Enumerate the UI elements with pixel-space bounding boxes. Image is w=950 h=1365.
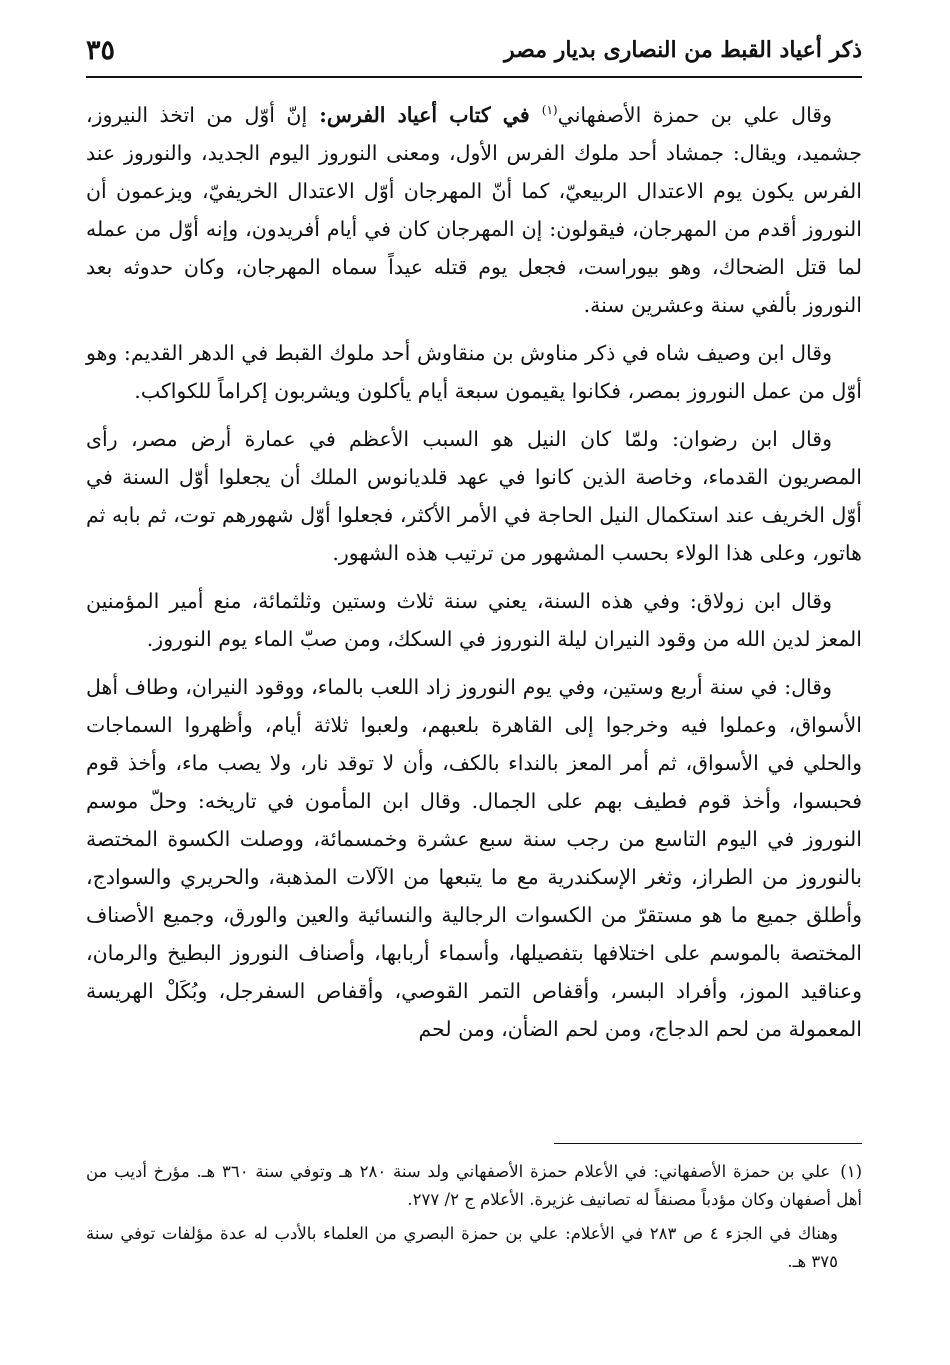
main-text (86, 96, 862, 1058)
running-header (86, 28, 862, 72)
footnotes (86, 1158, 862, 1282)
footnote-1-text: علي بن حمزة الأصفهاني: في الأعلام حمزة الأصفهاني ولد سنة ٢٨٠ هـ وتوفي سنة ٣٦٠ هـ. مؤرخ أديب من أهل أصفهان وكان مؤدباً مصنفاً له تصانيف غزيرة. الأعلام ج ٢/ ٢٧٧. (86, 1162, 862, 1209)
paragraph-1-lead: وقال علي بن حمزة الأصفهاني (557, 103, 833, 127)
paragraph-1-rest: إنّ أوّل من اتخذ النيروز، جشميد، ويقال: جمشاد أحد ملوك الفرس الأول، ومعنى النوروز اليوم الجديد، والنوروز عند الفرس يكون يوم الاعتدال الربيعيّ، كما أنّ المهرجان أوّل الاعتدال الخريفيّ، ويزعمون أن النوروز أقدم من المهرجان، فيقولون: إن المهرجان كان في أيام أفريدون، وإنه أوّل من عمله لما قتل الضحاك، وهو بيوراست، فجعل يوم قتله عيداً سماه المهرجان، وكان حدوثه بعد النوروز بألفي سنة وعشرين سنة. (86, 103, 862, 317)
paragraph-1 (86, 96, 862, 324)
footnote-reference: (١) (541, 103, 558, 118)
header-title: ذكر أعياد القبط من النصارى بديار مصر (504, 37, 862, 63)
footnote-1 (86, 1158, 862, 1214)
footnote-divider (554, 1143, 862, 1144)
paragraph-3: وقال ابن رضوان: ولمّا كان النيل هو السبب الأعظم في عمارة أرض مصر، رأى المصريون القدماء، وخاصة الذين كانوا في عهد قلديانوس الملك أن يجعلوا أوّل السنة في أوّل الخريف عند استكمال النيل الحاجة في الأمر الأكثر، فجعلوا أوّل شهورهم توت، ثم بابه ثم هاتور، وعلى هذا الولاء بحسب المشهور من ترتيب هذه الشهور. (86, 427, 862, 565)
paragraph-1-bold: في كتاب أعياد الفرس: (307, 103, 542, 127)
paragraph-5: وقال: في سنة أربع وستين، وفي يوم النوروز زاد اللعب بالماء، ووقود النيران، وطاف أهل الأسواق، وعملوا فيه وخرجوا إلى القاهرة بلعبهم، ولعبوا ثلاثة أيام، وأظهروا السماجات والحلي في الأسواق، ثم أمر المعز بالنداء بالكف، وأن لا توقد نار، ولا يصب ماء، وأخذ قوم فحبسوا، وأخذ قوم فطيف بهم على الجمال. وقال ابن المأمون في تاريخه: وحلّ موسم النوروز في اليوم التاسع من رجب سنة سبع عشرة وخمسمائة، ووصلت الكسوة المختصة بالنوروز من الطراز، وثغر الإسكندرية مع ما يتبعها من الآلات المذهبة، والحريري والسوادج، وأطلق جميع ما هو مستقرّ من الكسوات الرجالية والنسائية والعين والورق، وجميع الأصناف المختصة بالموسم على اختلافها بتفصيلها، وأسماء أربابها، وأصناف النوروز البطيخ والرمان، وعناقيد الموز، وأفراد البسر، وأقفاص التمر القوصي، وأقفاص السفرجل، وبُكَلْ الهريسة المعمولة من لحم الدجاج، ومن لحم الضأن، ومن لحم (86, 675, 862, 1041)
footnote-1-extra: وهناك في الجزء ٤ ص ٢٨٣ في الأعلام: علي بن حمزة البصري من العلماء بالأدب له عدة مؤلفات توفي سنة ٣٧٥ هـ. (86, 1224, 838, 1271)
footnote-marker: (١) (840, 1162, 863, 1181)
paragraph-2: وقال ابن وصيف شاه في ذكر مناوش بن منقاوش أحد ملوك القبط في الدهر القديم: وهو أوّل من عمل النوروز بمصر، فكانوا يقيمون سبعة أيام يأكلون ويشربون إكراماً للكواكب. (86, 341, 862, 403)
header-divider (86, 76, 862, 78)
page-number: ٣٥ (86, 34, 116, 66)
paragraph-4: وقال ابن زولاق: وفي هذه السنة، يعني سنة ثلاث وستين وثلثمائة، منع أمير المؤمنين المعز لدين الله من وقود النيران ليلة النوروز في السكك، ومن صبّ الماء يوم النوروز. (86, 589, 862, 651)
